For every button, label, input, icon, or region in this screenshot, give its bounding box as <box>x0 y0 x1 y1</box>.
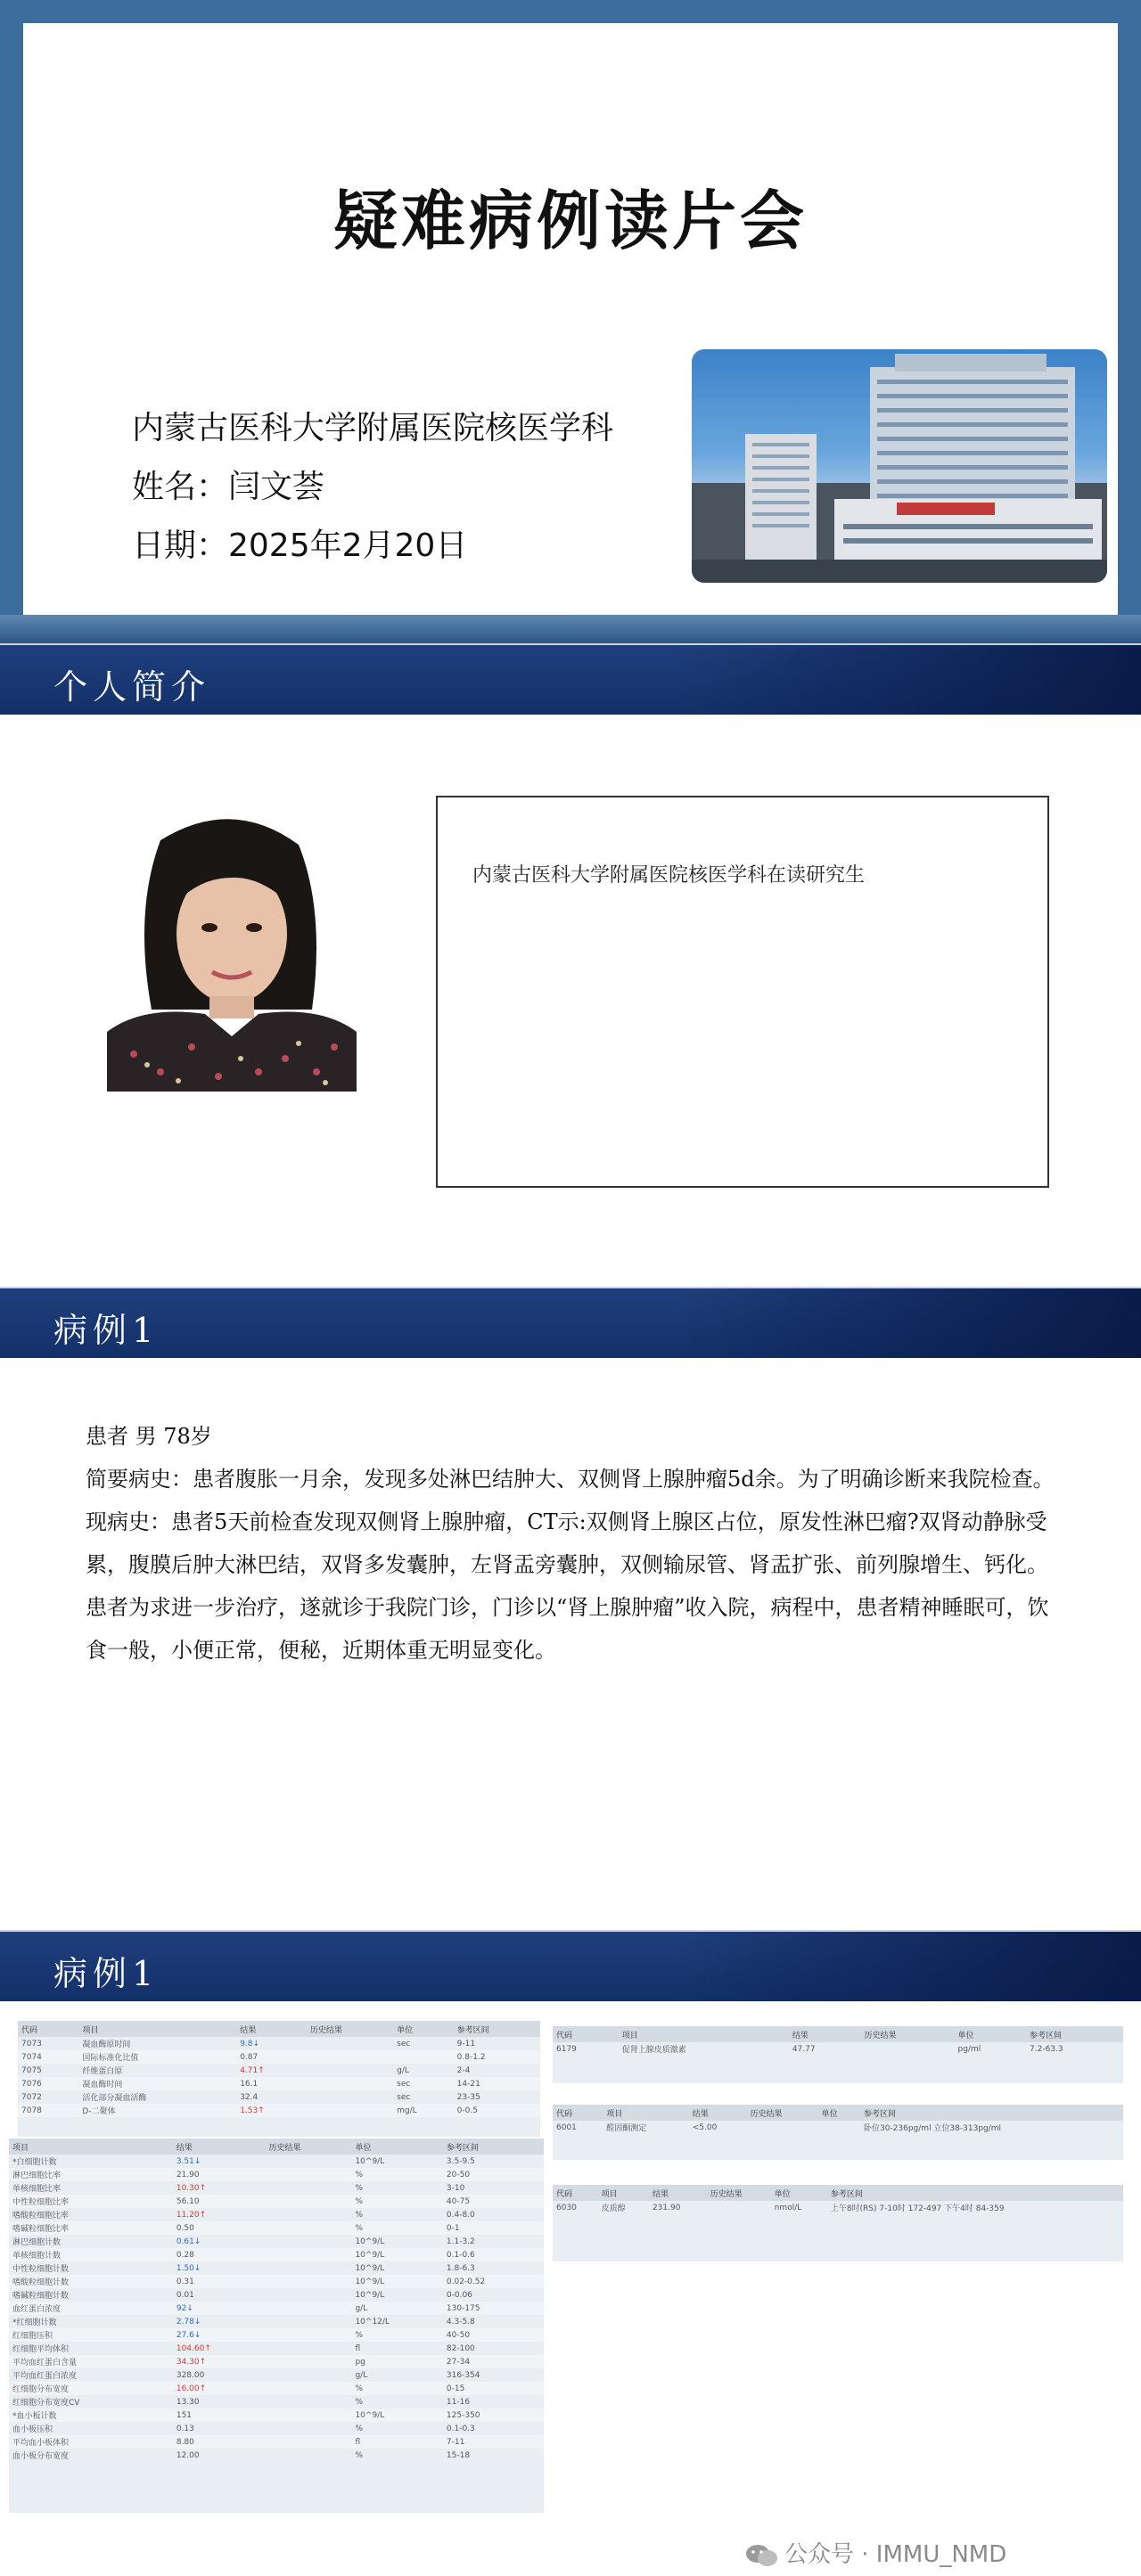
table-cell: pg <box>351 2355 442 2368</box>
col-header: 参考区间 <box>454 2021 540 2037</box>
patient-line: 患者 男 78岁 <box>86 1424 212 1449</box>
brief-history: 简要病史：患者腹胀一月余，发现多处淋巴结肿大、双侧肾上腺肿瘤5d余。为了明确诊断来我院检查。 <box>86 1467 1055 1492</box>
table-cell <box>265 2408 351 2422</box>
table-cell: 16.00↑ <box>173 2382 266 2395</box>
table-row <box>9 2328 544 2342</box>
table-cell: 1.50↓ <box>176 2263 201 2273</box>
col-header: 结果 <box>689 2105 747 2121</box>
table-row <box>9 2155 544 2168</box>
table-cell: 血小板分布宽度 <box>12 2452 70 2461</box>
col-header: 历史结果 <box>307 2021 393 2037</box>
table-cell: 10^9/L <box>355 2263 385 2273</box>
table-row <box>9 2302 544 2315</box>
table-cell: 3.51↓ <box>176 2156 201 2166</box>
table-cell: 316-354 <box>446 2370 480 2380</box>
table-cell: 7075 <box>21 2065 42 2075</box>
watermark <box>745 2536 1006 2569</box>
col-header: 结果 <box>789 2026 861 2042</box>
table-cell <box>307 2104 393 2117</box>
table-cell: pg/ml <box>957 2044 981 2054</box>
table-cell <box>265 2382 351 2395</box>
table-row <box>9 2315 544 2328</box>
table-row <box>9 2382 544 2395</box>
lab-sheet-acth <box>553 2026 1123 2083</box>
table-cell: 凝血酶时间 <box>78 2077 236 2090</box>
col-header: 代码 <box>18 2021 78 2037</box>
table-cell: 平均血红蛋白浓度 <box>12 2372 78 2381</box>
table-cell: sec <box>393 2077 453 2090</box>
table-cell: 国际标准化比值 <box>78 2050 236 2064</box>
table-cell: 32.4 <box>240 2092 259 2102</box>
table-cell: % <box>355 2450 364 2460</box>
table-cell: 40-75 <box>443 2195 544 2208</box>
table-cell: 凝血酶原时间 <box>82 2040 131 2049</box>
col-header: 项目 <box>619 2026 789 2042</box>
table-cell: mg/L <box>393 2104 453 2117</box>
table-cell <box>265 2422 351 2435</box>
table-cell: nmol/L <box>774 2203 802 2212</box>
table-cell: 27-34 <box>443 2355 544 2368</box>
table-cell: *红细胞计数 <box>12 2318 57 2327</box>
table-cell <box>265 2302 351 2315</box>
table-cell: 0.1-0.3 <box>446 2424 475 2433</box>
table-cell: 嗜酸粒细胞比率 <box>12 2212 70 2220</box>
lab-table <box>18 2021 540 2117</box>
table-cell: 卧位30-236pg/ml 立位38-313pg/ml <box>863 2124 1002 2133</box>
table-cell: 11.20↑ <box>176 2210 207 2220</box>
hospital-building-photo <box>692 349 1107 583</box>
table-cell <box>265 2395 351 2408</box>
table-cell: 231.90 <box>652 2203 681 2212</box>
table-cell: *血小板计数 <box>9 2408 173 2422</box>
table-cell: 10^12/L <box>355 2317 390 2327</box>
table-cell <box>265 2328 351 2342</box>
table-cell <box>307 2077 393 2090</box>
table-cell: % <box>351 2328 442 2342</box>
col-header: 单位 <box>818 2105 860 2121</box>
table-cell <box>747 2121 818 2134</box>
table-cell <box>265 2288 351 2302</box>
table-cell <box>265 2235 351 2248</box>
table-cell: *白细胞计数 <box>12 2158 57 2167</box>
table-cell: g/L <box>351 2302 442 2315</box>
table-row <box>9 2288 544 2302</box>
table-cell: 0-1 <box>443 2221 544 2235</box>
table-cell: 上午8时(RS) 7-10时 172-497 下午4时 84-359 <box>830 2204 1005 2213</box>
table-cell <box>265 2355 351 2368</box>
table-cell: 4.3-5.8 <box>446 2317 475 2327</box>
wechat-icon <box>745 2543 779 2568</box>
section-header-intro <box>0 645 1141 715</box>
table-cell: 151 <box>173 2408 266 2422</box>
table-cell: 促肾上腺皮质激素 <box>621 2046 686 2055</box>
table-cell <box>265 2275 351 2288</box>
lab-sheet-coagulation <box>18 2021 540 2137</box>
title-slide-bottom-band <box>0 615 1141 643</box>
col-header: 项目 <box>603 2105 688 2121</box>
table-cell: 红细胞压积 <box>9 2328 173 2342</box>
lab-table <box>553 2105 1123 2134</box>
table-cell: 0.4-8.0 <box>446 2210 475 2220</box>
table-cell: 47.77 <box>792 2044 816 2054</box>
table-row <box>9 2261 544 2275</box>
table-cell: 40-50 <box>443 2328 544 2342</box>
table-cell: 平均血红蛋白含量 <box>9 2355 173 2368</box>
section-title: 病例1 <box>53 1954 160 1993</box>
table-cell: 中性粒细胞比率 <box>9 2195 173 2208</box>
table-cell <box>265 2195 351 2208</box>
col-header: 参考区间 <box>1026 2026 1123 2042</box>
table-row <box>9 2368 544 2382</box>
table-cell: 7076 <box>18 2077 78 2090</box>
table-cell <box>265 2155 351 2168</box>
table-cell: 嗜碱粒细胞比率 <box>9 2221 173 2235</box>
table-row <box>18 2090 540 2104</box>
table-row <box>9 2195 544 2208</box>
lab-table <box>9 2138 544 2462</box>
table-cell <box>265 2449 351 2462</box>
table-cell: <5.00 <box>692 2122 718 2132</box>
col-header: 项目 <box>78 2021 236 2037</box>
table-cell <box>707 2201 771 2214</box>
table-cell: g/L <box>397 2065 409 2075</box>
table-cell: 3-10 <box>446 2183 465 2193</box>
case-description <box>86 1415 1057 1672</box>
table-cell: 1.8-6.3 <box>446 2263 475 2273</box>
table-cell <box>307 2037 393 2050</box>
table-cell: 红细胞平均体积 <box>12 2345 70 2354</box>
table-cell: 1.53↑ <box>236 2104 307 2117</box>
lab-sheet-aldosterone <box>553 2105 1123 2160</box>
table-cell <box>265 2342 351 2355</box>
table-cell: 10^9/L <box>355 2290 385 2300</box>
intro-text: 内蒙古医科大学附属医院核医学科在读研究生 <box>472 864 866 887</box>
table-cell <box>265 2368 351 2382</box>
table-cell: 8.80 <box>173 2435 266 2449</box>
table-cell: 130-175 <box>443 2302 544 2315</box>
table-cell: 0.13 <box>176 2424 194 2433</box>
table-cell: % <box>351 2382 442 2395</box>
table-row <box>553 2042 1123 2056</box>
table-cell <box>265 2315 351 2328</box>
table-cell: % <box>351 2168 442 2181</box>
col-header: 历史结果 <box>747 2105 818 2121</box>
table-cell <box>307 2064 393 2077</box>
table-cell: 0.02-0.52 <box>443 2275 544 2288</box>
col-header: 单位 <box>351 2138 442 2155</box>
col-header: 历史结果 <box>860 2026 954 2042</box>
table-cell: % <box>351 2221 442 2235</box>
table-cell: 14-21 <box>454 2077 540 2090</box>
col-header: 代码 <box>553 2105 603 2121</box>
table-cell: 27.6↓ <box>173 2328 266 2342</box>
table-row <box>9 2275 544 2288</box>
table-cell <box>265 2208 351 2221</box>
table-cell: 嗜酸粒细胞计数 <box>9 2275 173 2288</box>
col-header: 参考区间 <box>860 2105 1123 2121</box>
table-cell: 10.30↑ <box>176 2183 207 2193</box>
table-cell: fl <box>351 2435 442 2449</box>
table-cell: sec <box>397 2039 411 2049</box>
table-cell: 82-100 <box>446 2343 475 2353</box>
table-cell: 20-50 <box>443 2168 544 2181</box>
col-header: 结果 <box>236 2021 307 2037</box>
table-cell: 活化部分凝血活酶 <box>82 2094 147 2103</box>
table-cell <box>265 2168 351 2181</box>
col-header: 结果 <box>649 2185 707 2201</box>
table-cell: 7078 <box>18 2104 78 2117</box>
table-cell: 6030 <box>556 2203 577 2212</box>
table-cell: % <box>355 2210 364 2220</box>
table-cell: 9.8↓ <box>240 2039 260 2049</box>
col-header: 参考区间 <box>827 2185 1123 2201</box>
table-cell: 纤维蛋白原 <box>82 2067 123 2076</box>
section-header-case1-labs <box>0 1932 1141 2001</box>
table-row <box>18 2037 540 2050</box>
col-header: 参考区间 <box>443 2138 544 2155</box>
table-cell: 12.00 <box>176 2450 200 2460</box>
table-row <box>18 2077 540 2090</box>
table-cell: 醛固酮测定 <box>606 2124 647 2133</box>
table-cell: 328.00 <box>176 2370 205 2380</box>
table-cell: 红细胞分布宽度CV <box>12 2399 80 2408</box>
table-cell <box>307 2090 393 2104</box>
table-row <box>9 2235 544 2248</box>
table-cell <box>265 2181 351 2195</box>
table-cell: 6001 <box>556 2122 577 2132</box>
table-cell: 血红蛋白浓度 <box>9 2302 173 2315</box>
table-cell: 11-16 <box>446 2397 471 2407</box>
table-cell: 0.31 <box>173 2275 266 2288</box>
table-cell: 10^9/L <box>355 2156 385 2166</box>
table-cell: 淋巴细胞计数 <box>12 2238 62 2247</box>
table-cell: 0-15 <box>443 2382 544 2395</box>
table-cell: 92↓ <box>173 2302 266 2315</box>
table-cell <box>818 2121 860 2134</box>
table-row <box>9 2408 544 2422</box>
table-cell: % <box>351 2195 442 2208</box>
table-cell: 125-350 <box>443 2408 544 2422</box>
table-cell: 15-18 <box>446 2450 471 2460</box>
table-cell: g/L <box>355 2370 368 2380</box>
section-title: 个人简介 <box>53 667 211 707</box>
table-cell <box>265 2221 351 2235</box>
table-cell <box>307 2050 393 2064</box>
table-cell: 16.1 <box>236 2077 307 2090</box>
table-cell: 3.5-9.5 <box>446 2156 475 2166</box>
table-cell: 0-0.06 <box>446 2290 472 2300</box>
table-cell: 10^9/L <box>351 2248 442 2261</box>
table-cell: % <box>355 2183 364 2193</box>
table-cell: 23-35 <box>456 2092 480 2102</box>
institution-line: 内蒙古医科大学附属医院核医学科 <box>132 410 614 446</box>
table-cell: 皮质醇 <box>601 2204 626 2213</box>
table-row <box>9 2355 544 2368</box>
table-row <box>9 2208 544 2221</box>
table-cell: 10^9/L <box>351 2275 442 2288</box>
table-cell: 单核细胞比率 <box>12 2185 62 2194</box>
col-header: 历史结果 <box>707 2185 771 2201</box>
table-row <box>9 2342 544 2355</box>
table-cell: 2-4 <box>456 2065 471 2075</box>
table-cell: 嗜碱粒细胞计数 <box>12 2292 70 2301</box>
present-history: 现病史：患者5天前检查发现双侧肾上腺肿瘤，CT示:双侧肾上腺区占位，原发性淋巴瘤?双肾动静脉受累，腹膜后肿大淋巴结，双肾多发囊肿，左肾盂旁囊肿，双侧输尿管、肾盂扩张、前列腺增生、钙化。患者为求进一步治疗，遂就诊于我院门诊，门诊以“肾上腺肿瘤”收入院，病程中，患者精神睡眠可，饮食一般，小便正常，便秘，近期体重无明显变化。 <box>86 1509 1049 1663</box>
table-cell: 淋巴细胞比率 <box>9 2168 173 2181</box>
table-cell: 0.01 <box>176 2290 194 2300</box>
table-row <box>18 2050 540 2064</box>
table-cell <box>265 2261 351 2275</box>
name-line: 姓名：闫文荟 <box>132 469 325 505</box>
table-cell: % <box>355 2397 364 2407</box>
table-cell <box>265 2435 351 2449</box>
table-row <box>9 2395 544 2408</box>
table-cell: 0.61↓ <box>176 2237 201 2246</box>
table-cell: 0.28 <box>173 2248 266 2261</box>
col-header: 历史结果 <box>265 2138 351 2155</box>
table-cell: 10^9/L <box>351 2408 442 2422</box>
table-row <box>9 2168 544 2181</box>
lab-sheet-blood-count <box>9 2138 544 2513</box>
table-cell: 56.10 <box>173 2195 266 2208</box>
table-cell: 血小板压积 <box>12 2425 53 2434</box>
table-cell: 4.71↑ <box>240 2065 265 2075</box>
col-header: 项目 <box>598 2185 649 2201</box>
table-cell: fl <box>355 2343 361 2353</box>
lab-table <box>553 2026 1123 2056</box>
watermark-text: 公众号 · IMMU_NMD <box>784 2541 1007 2568</box>
table-cell: 0.87 <box>236 2050 307 2064</box>
col-header: 单位 <box>393 2021 453 2037</box>
table-row <box>9 2221 544 2235</box>
table-row <box>18 2104 540 2117</box>
date-line: 日期：2025年2月20日 <box>132 527 468 564</box>
lab-table <box>553 2185 1123 2214</box>
table-cell: 6179 <box>556 2044 577 2054</box>
table-row <box>9 2435 544 2449</box>
table-cell: 104.60↑ <box>176 2343 211 2353</box>
table-cell <box>860 2042 954 2056</box>
table-row <box>553 2121 1123 2134</box>
table-cell: sec <box>397 2092 411 2102</box>
col-header: 项目 <box>9 2138 173 2155</box>
table-cell: 34.30↑ <box>173 2355 266 2368</box>
table-cell: 9-11 <box>456 2039 476 2049</box>
table-cell: 平均血小板体积 <box>9 2435 173 2449</box>
table-cell: % <box>355 2424 364 2433</box>
table-cell: 21.90 <box>173 2168 266 2181</box>
section-title: 病例1 <box>53 1311 160 1350</box>
table-cell: 中性粒细胞计数 <box>12 2265 70 2274</box>
table-cell: 7-11 <box>443 2435 544 2449</box>
col-header: 代码 <box>553 2026 619 2042</box>
table-cell: D-二聚体 <box>78 2104 236 2117</box>
col-header: 单位 <box>955 2026 1027 2042</box>
table-cell: 7073 <box>21 2039 42 2049</box>
table-cell: 2.78↓ <box>176 2317 201 2327</box>
table-cell: 0.1-0.6 <box>443 2248 544 2261</box>
table-cell: 1.1-3.2 <box>446 2237 475 2246</box>
table-cell: 10^9/L <box>355 2237 385 2246</box>
section-header-case1 <box>0 1288 1141 1358</box>
lab-sheet-cortisol <box>553 2185 1123 2261</box>
table-row <box>18 2064 540 2077</box>
table-cell: 7.2-63.3 <box>1030 2044 1063 2054</box>
table-row <box>9 2422 544 2435</box>
table-cell <box>265 2248 351 2261</box>
slide-title: 疑难病例读片会 <box>332 184 808 258</box>
table-row <box>553 2201 1123 2214</box>
intro-box <box>436 796 1049 1188</box>
table-cell: 7074 <box>18 2050 78 2064</box>
col-header: 结果 <box>173 2138 266 2155</box>
table-row <box>9 2181 544 2195</box>
table-cell: 0.50 <box>173 2221 266 2235</box>
portrait-photo <box>107 805 357 1092</box>
table-cell <box>393 2050 453 2064</box>
table-cell: 7072 <box>21 2092 42 2102</box>
col-header: 单位 <box>771 2185 827 2201</box>
table-cell: 红细胞分布宽度 <box>9 2382 173 2395</box>
table-cell: 13.30 <box>176 2397 200 2407</box>
table-cell: 0-0.5 <box>454 2104 540 2117</box>
table-cell: 0.8-1.2 <box>454 2050 540 2064</box>
col-header: 代码 <box>553 2185 598 2201</box>
table-cell: 单核细胞计数 <box>9 2248 173 2261</box>
table-row <box>9 2449 544 2462</box>
table-row <box>9 2248 544 2261</box>
